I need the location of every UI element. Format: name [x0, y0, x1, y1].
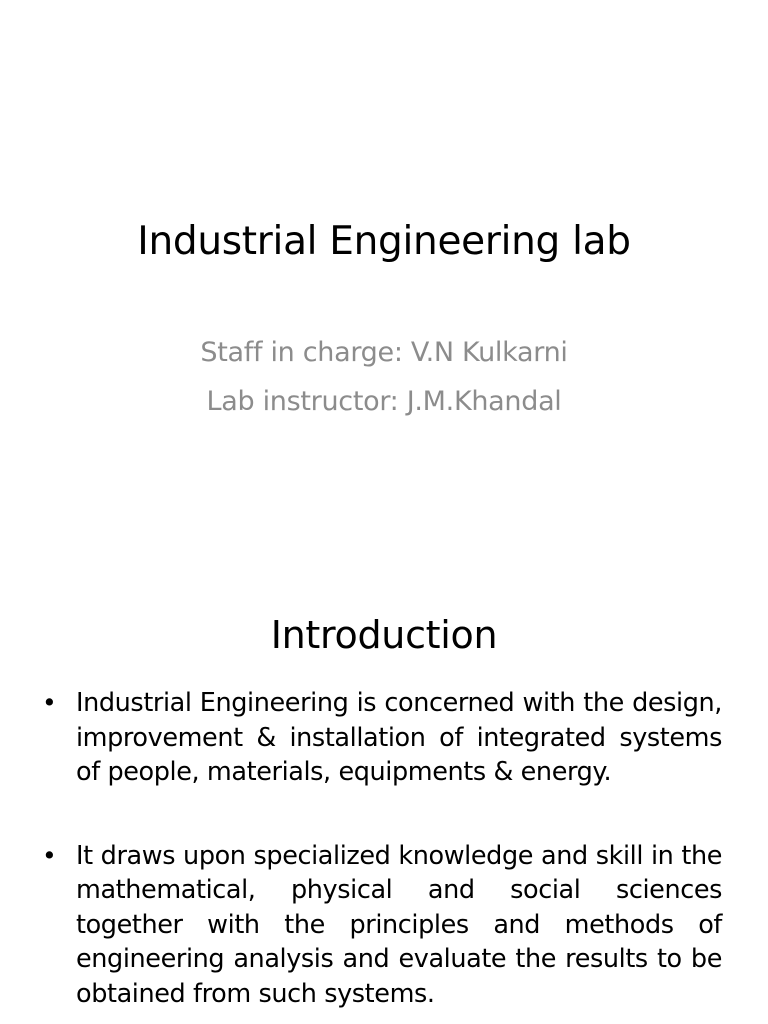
bullet-item: [42, 686, 722, 790]
bullet-icon: •: [42, 840, 57, 870]
bullet-icon: •: [42, 688, 57, 717]
bullet-list: [42, 686, 722, 1011]
bullet-text: Industrial Engineering is concerned with the design, improvement & installation of integrated systems of people, materials, equipments & energy.: [76, 688, 722, 787]
lab-instructor: Lab instructor: J.M.Khandal: [206, 386, 562, 417]
introduction-slide: [0, 576, 768, 1024]
bullet-item: [42, 839, 722, 1012]
slide-title: Introduction: [270, 613, 498, 657]
slide-title: Industrial Engineering lab: [137, 219, 631, 264]
staff-in-charge: Staff in charge: V.N Kulkarni: [200, 337, 568, 368]
bullet-text: It draws upon specialized knowledge and skill in the mathematical, physical and social sciences together with the principles and methods of engineering analysis and evaluate the results to be obtained from such systems.: [76, 840, 722, 1009]
